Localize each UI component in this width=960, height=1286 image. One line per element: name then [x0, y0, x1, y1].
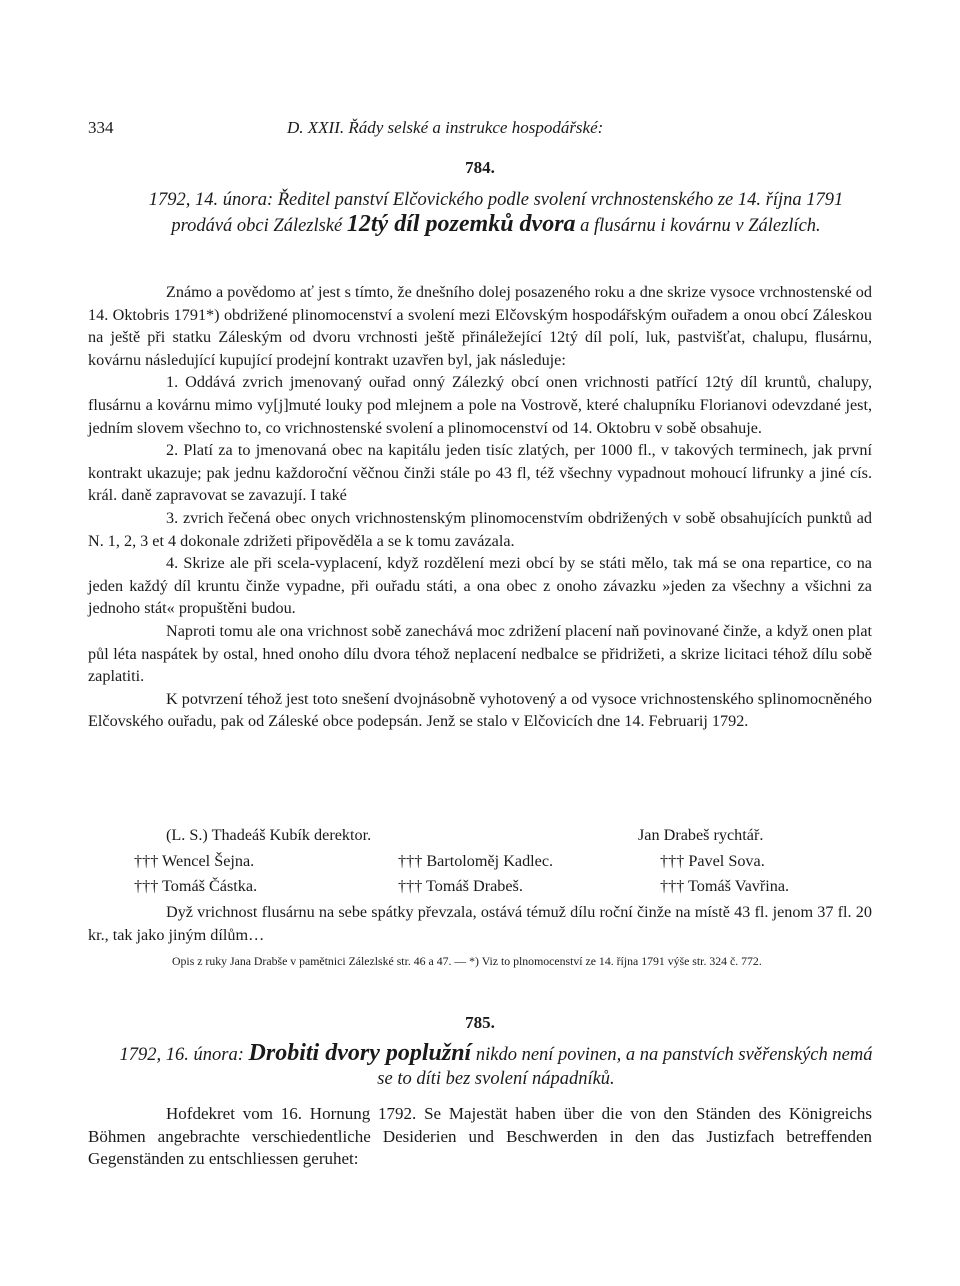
document-heading — [118, 188, 874, 238]
paragraph: Naproti tomu ale ona vrichnost sobě zanechává moc zdrižení placení naň povinované činže, a když onen plat půl léta naspátek by ostal, hned onoho dílu dvora téhož neplacení nedbalce se přidrižeti, a skrize licitaci téhož dílu sobě zaplatiti. — [88, 621, 872, 686]
signature: ††† Tomáš Vavřina. — [660, 877, 790, 895]
paragraph: Známo a povědomo ať jest s tímto, že dnešního dolej posazeného roku a dne skrize vysoce vrchnostenské od 14. Oktobris 1791*) obdrižené plinomocenství a svolení mezi Elčovským hospodářským ouřadem a onou obcí Záleskou na ještě při statku Záleským od dvoru vrchnosti ještě přináležející 12tý díl polí, luk, pastvišťat, chalupu, flusárnu, kovárnu následující kupující prodejní kontrakt uzavřen byl, jak následuje: — [88, 283, 872, 369]
source-footnote — [122, 951, 874, 972]
closing-note — [88, 901, 872, 946]
signature: ††† Tomáš Drabeš. — [398, 877, 523, 895]
signature-seal-director: (L. S.) Thadeáš Kubík derektor. — [166, 826, 372, 844]
heading-text-end: a flusárnu i kovárnu v Zálezlích. — [580, 216, 821, 236]
running-title: D. XXII. Řády selské a instrukce hospodářské: — [287, 118, 604, 137]
document-body — [88, 281, 872, 733]
paragraph: 3. zvrich řečená obec onych vrichnostenským plinomocenstvím obdrižených v sobě obsahujících punktů ad N. 1, 2, 3 et 4 dokonale zdrižeti připověděla a se k tomu zavázala. — [88, 508, 872, 550]
signature: ††† Tomáš Částka. — [134, 877, 258, 895]
paragraph: 2. Platí za to jmenovaná obec na kapitálu jeden tisíc zlatých, per 1000 fl., v takových terminech, jak první kontrakt ukazuje; pak jednu každoroční věčnou činži stále po 43 fl, též všechny vypadnout mohoucí lifrunky a jiné cís. král. daně zapravovat se zavazují. I také — [88, 441, 872, 505]
document-number: 784. — [465, 158, 495, 177]
signature: ††† Wencel Šejna. — [134, 852, 255, 870]
heading-emphasis: 12tý díl pozemků dvora — [346, 211, 576, 237]
signature: ††† Bartoloměj Kadlec. — [398, 852, 554, 870]
signature: ††† Pavel Sova. — [660, 852, 765, 870]
heading-text: 1792, 14. února: Ředitel panství Elčovického podle svolení vrchnostenského ze 14. října 1791 prodává obci Zálezlské — [148, 190, 844, 236]
document-number: 785. — [465, 1013, 495, 1032]
closing-paragraph: Dyž vrichnost flusárnu na sebe spátky převzala, ostává témuž dílu roční činže na místě 43 fl. jenom 37 fl. 20 kr., tak jako jiným dílům… — [88, 903, 872, 944]
page-number: 334 — [88, 118, 114, 137]
heading-emphasis: Drobiti dvory poplužní — [248, 1040, 472, 1066]
heading-text-end: nikdo není povinen, a na panstvích svěřenských nemá se to díti bez svolení nápadníků. — [377, 1045, 873, 1089]
paragraph: 1. Oddává zvrich jmenovaný ouřad onný Zálezký obcí onen vrichnosti patřící 12tý díl kruntů, chalupy, flusárnu a kovárnu mimo vy[j]muté louky pod mlejnem a pole na Vostrově, které chalupníku Florianovi odevzdané jest, jedním slovem všechno to, co vrichnostenské svolení a plinomocenství od 14. Oktobru v sobě obsahuje. — [88, 373, 872, 437]
footnote-text: Opis z ruky Jana Drabše v pamětnici Zálezlské str. 46 a 47. — *) Viz to plnomocenství ze 14. října 1791 výše str. 324 č. 772. — [172, 954, 762, 968]
heading-text: 1792, 16. února: — [119, 1045, 244, 1065]
signature-mayor: Jan Drabeš rychtář. — [638, 826, 764, 844]
paragraph: Hofdekret vom 16. Hornung 1792. Se Majestät haben über die von den Ständen des Königreichs Böhmen angebrachte verschiedentliche Desiderien und Beschwerden in den das Justizfach betreffenden Gegenständen zu entschliessen geruhet: — [88, 1104, 872, 1168]
paragraph: K potvrzení téhož jest toto snešení dvojnásobně vyhotovený a od vysoce vrichnostenského splinomocněného Elčovského ouřadu, pak od Záleské obce podepsán. Jenž se stalo v Elčovicích dne 14. Februarij 1792. — [88, 689, 872, 731]
document-heading — [118, 1041, 874, 1091]
document-body — [88, 1103, 872, 1171]
paragraph: 4. Skrize ale při scela-vyplacení, když rozdělení mezi obcí by se státi mělo, tak má se ona repartice, co na jeden každý díl kruntu činže vypadne, při ouřadu státi, a ona obec z onoho závazku »jeden za všechny a všichni za jednoho stát« propuštěni budou. — [88, 554, 872, 618]
